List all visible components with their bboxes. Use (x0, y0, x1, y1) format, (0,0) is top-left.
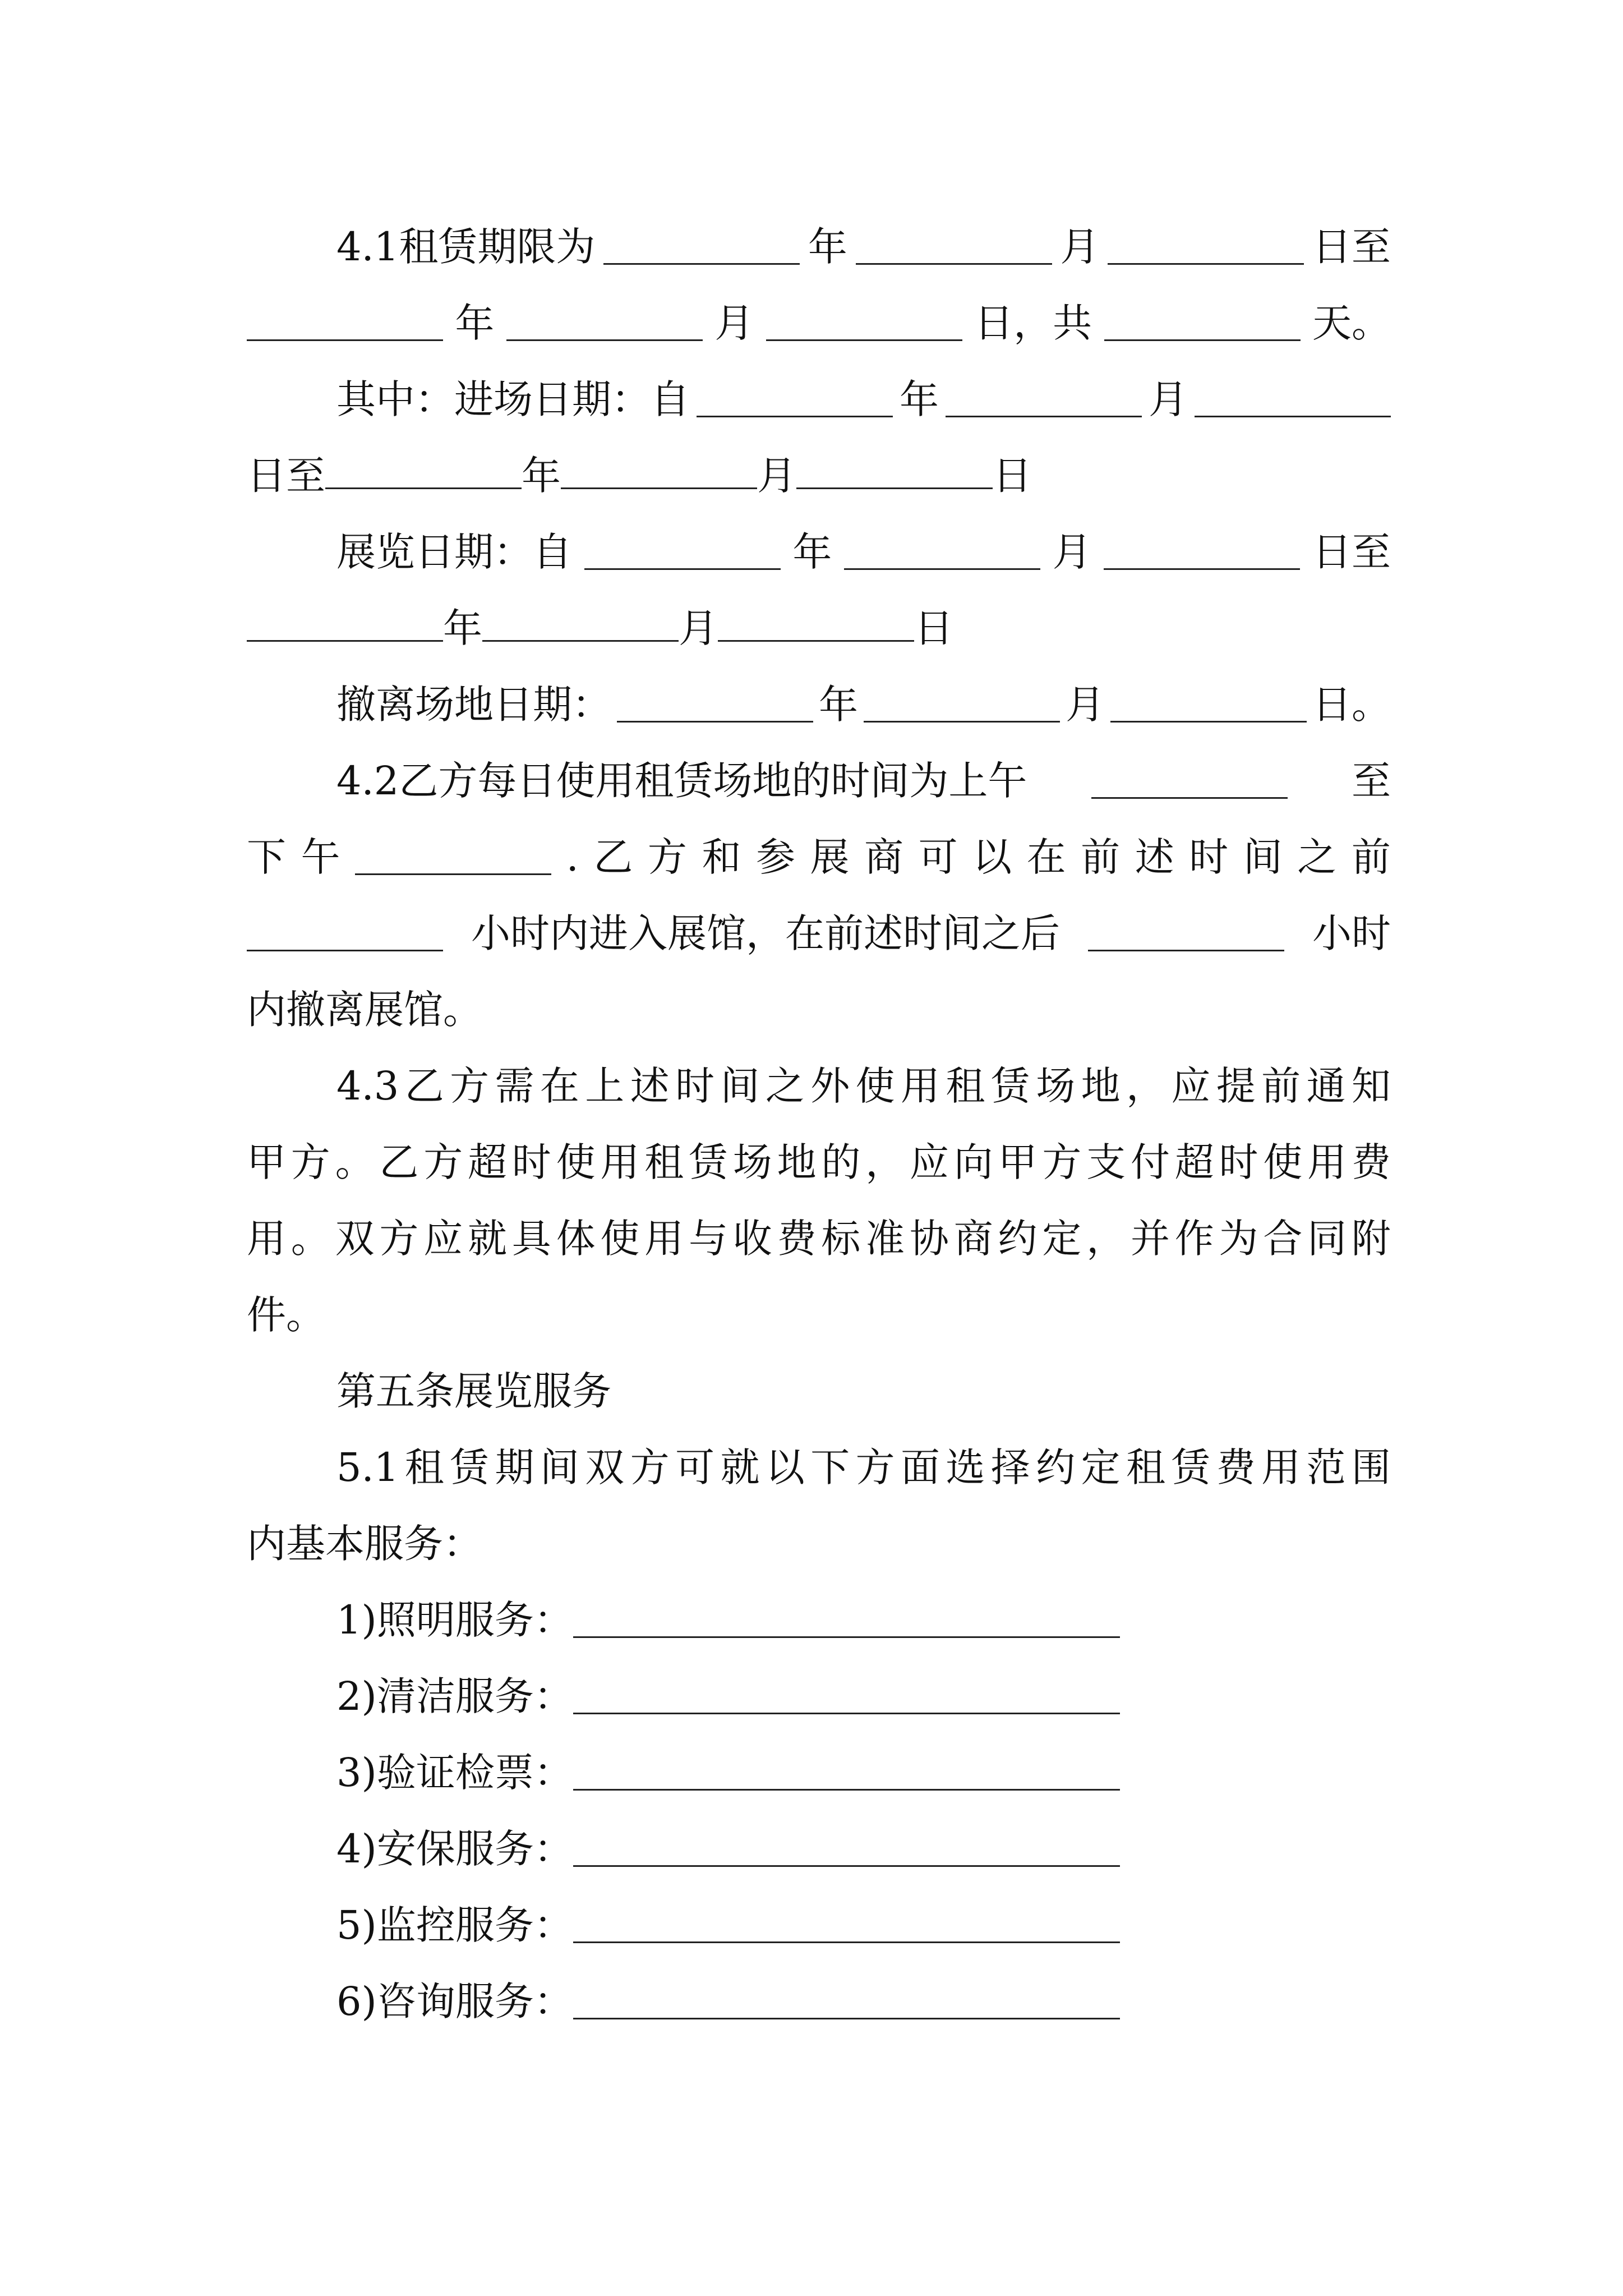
blank-field[interactable] (247, 916, 443, 951)
blank-field[interactable] (617, 687, 813, 723)
service-item-ticket-check (336, 1734, 1391, 1811)
char: 定 (1081, 1444, 1121, 1490)
char: 可 (918, 834, 958, 880)
service-label: 5)监控服务： (336, 1902, 573, 1948)
char: 应 (423, 1216, 463, 1262)
blank-field[interactable] (247, 306, 443, 341)
service-item-cleaning (336, 1658, 1391, 1734)
to-label: 至 (1351, 758, 1391, 804)
year-label: 年 (819, 682, 858, 728)
char: 围 (1351, 1444, 1391, 1490)
char: 向 (953, 1139, 993, 1185)
blank-field[interactable] (584, 535, 781, 570)
char: 合 (1263, 1216, 1303, 1262)
char: 的 (821, 1139, 861, 1185)
char: 同 (1307, 1216, 1347, 1262)
char: 超 (467, 1139, 507, 1185)
day-to-label: 日至 (1312, 224, 1391, 270)
char: 时 (1219, 1139, 1258, 1185)
year-label: 年 (455, 300, 495, 346)
char: 赁 (688, 1139, 728, 1185)
clause-4-1-line-2 (247, 285, 1391, 361)
blank-field[interactable] (697, 382, 893, 417)
char: 应 (909, 1139, 949, 1185)
char: 赁 (990, 1063, 1030, 1109)
char: 租 (1126, 1444, 1165, 1490)
clause-4-2-line-4 (247, 972, 1391, 1048)
service-blank-field[interactable] (573, 1755, 1120, 1791)
char: 用 (644, 1216, 684, 1262)
blank-field[interactable] (946, 382, 1142, 417)
char: 商 (953, 1216, 993, 1262)
char: 间 (540, 1444, 579, 1490)
char: 租 (404, 1444, 444, 1490)
char: 方 (379, 1216, 419, 1262)
day-label: 日 (914, 605, 953, 651)
clause-4-3-line-3 (247, 1200, 1391, 1277)
char: 下 (810, 1444, 850, 1490)
service-label: 1)照明服务： (336, 1597, 573, 1643)
clause-5-1-line-1 (336, 1429, 1391, 1506)
entry-date-line-2 (247, 438, 1391, 514)
char: 赁 (1171, 1444, 1211, 1490)
service-blank-field[interactable] (573, 1984, 1120, 2019)
char: 用 (247, 1216, 286, 1262)
char: 乙 (404, 1063, 444, 1109)
clause-4-1-line-1 (336, 209, 1391, 285)
char: 双 (335, 1216, 375, 1262)
clause-4-3-line-4 (247, 1277, 1391, 1353)
char: 参 (755, 834, 795, 880)
char: 午 (301, 834, 340, 880)
char: 期 (495, 1444, 534, 1490)
char: 和 (702, 834, 741, 880)
day-label: 日 (993, 453, 1032, 499)
char: 收 (732, 1216, 772, 1262)
blank-field[interactable] (1088, 916, 1284, 951)
char: 提 (1216, 1063, 1256, 1109)
blank-field[interactable] (796, 454, 993, 489)
blank-field[interactable] (856, 229, 1052, 265)
service-item-security (336, 1811, 1391, 1887)
char: 与 (688, 1216, 728, 1262)
leave-text: 内撤离展馆。 (247, 987, 482, 1033)
withdraw-date-label: 撤离场地日期： (336, 682, 611, 728)
char: 5.1 (336, 1444, 399, 1490)
char: 为 (1219, 1216, 1258, 1262)
char: 前 (1081, 834, 1121, 880)
day-end-label: 日。 (1312, 682, 1391, 728)
char: 乙 (379, 1139, 419, 1185)
char: 可 (675, 1444, 715, 1490)
day-to-label: 日至 (247, 453, 325, 499)
char: 方 (423, 1139, 463, 1185)
char: 间 (720, 1063, 760, 1109)
service-label: 6)咨询服务： (336, 1978, 573, 2024)
char: 应 (1171, 1063, 1211, 1109)
clause-4-1-label: 4.1租赁期限为 (336, 224, 596, 270)
char: 费 (1216, 1444, 1256, 1490)
char: 准 (865, 1216, 905, 1262)
char: 以 (765, 1444, 805, 1490)
char: 超 (1174, 1139, 1214, 1185)
clause-4-2-line-2 (247, 819, 1391, 895)
char: 时 (511, 1139, 551, 1185)
blank-field[interactable] (355, 840, 551, 875)
day-total-label: 日，共 (974, 300, 1092, 346)
blank-field[interactable] (247, 606, 443, 642)
hour-label: 小时 (1312, 910, 1391, 956)
clause-4-2-line-1 (336, 743, 1391, 819)
char: 时 (1189, 834, 1229, 880)
month-label: 月 (1060, 224, 1100, 270)
month-label: 月 (1066, 682, 1105, 728)
service-label: 3)验证检票： (336, 1750, 573, 1796)
char: 方 (630, 1444, 670, 1490)
text: 内基本服务： (247, 1521, 482, 1567)
char: 使 (1263, 1139, 1303, 1185)
char: 约 (998, 1216, 1038, 1262)
char: 方 (1042, 1139, 1082, 1185)
withdraw-date-line (336, 666, 1391, 743)
char: 作 (1174, 1216, 1214, 1262)
blank-field[interactable] (1104, 306, 1301, 341)
char: 在 (540, 1063, 579, 1109)
month-label: 月 (1149, 376, 1188, 422)
char: 范 (1306, 1444, 1346, 1490)
char: 租 (946, 1063, 985, 1109)
char: ， (1086, 1216, 1126, 1262)
service-label: 2)清洁服务： (336, 1673, 573, 1719)
char: 体 (556, 1216, 596, 1262)
day-to-label: 日至 (1312, 529, 1391, 575)
char: 费 (777, 1216, 817, 1262)
month-label: 月 (757, 453, 796, 499)
char: 赁 (450, 1444, 490, 1490)
char: 乙 (593, 834, 633, 880)
year-label: 年 (792, 529, 832, 575)
text: 件。 (247, 1292, 325, 1338)
entry-date-line-1 (336, 361, 1391, 438)
char: 商 (864, 834, 904, 880)
char: 场 (732, 1139, 772, 1185)
hour-entry-text: 小时内进入展馆，在前述时间之后 (471, 910, 1060, 956)
blank-field[interactable] (1091, 763, 1288, 799)
blank-field[interactable] (506, 306, 703, 341)
char: 使 (855, 1063, 895, 1109)
article-heading: 第五条展览服务 (336, 1368, 611, 1414)
blank-field[interactable] (603, 229, 800, 265)
exhibit-date-line-2 (247, 590, 1391, 666)
char: 前 (1351, 834, 1391, 880)
blank-field[interactable] (482, 606, 679, 642)
blank-field[interactable] (325, 454, 522, 489)
char: 标 (821, 1216, 861, 1262)
char: 并 (1130, 1216, 1170, 1262)
char: 就 (720, 1444, 760, 1490)
char: 地 (1081, 1063, 1121, 1109)
char: 下 (247, 834, 286, 880)
char: 之 (1297, 834, 1337, 880)
char: 。 (335, 1139, 375, 1185)
char: 用 (600, 1139, 640, 1185)
char: ， (1126, 1063, 1165, 1109)
char: 甲 (998, 1139, 1038, 1185)
article-5-heading (336, 1353, 1391, 1429)
char: 方 (291, 1139, 330, 1185)
exhibit-date-label: 展览日期：自 (336, 529, 572, 575)
service-blank-field[interactable] (573, 1679, 1120, 1714)
exhibit-date-line-1 (336, 514, 1391, 590)
char: 前 (1261, 1063, 1301, 1109)
char: 费 (1351, 1139, 1391, 1185)
char: 方 (647, 834, 687, 880)
char: 通 (1306, 1063, 1346, 1109)
char: ， (865, 1139, 905, 1185)
char: 需 (495, 1063, 534, 1109)
clause-4-2-line-3 (247, 895, 1391, 972)
char: 支 (1086, 1139, 1126, 1185)
char: 方 (450, 1063, 490, 1109)
char: 使 (556, 1139, 596, 1185)
char: 间 (1243, 834, 1283, 880)
blank-field[interactable] (844, 535, 1040, 570)
clause-4-2-label: 4.2乙方每日使用租赁场地的时间为上午 (336, 758, 1027, 804)
service-item-consulting (336, 1963, 1391, 2040)
year-label: 年 (808, 224, 847, 270)
char: 约 (1036, 1444, 1076, 1490)
char: . (566, 834, 579, 880)
service-label: 4)安保服务： (336, 1826, 573, 1872)
month-label: 月 (714, 300, 754, 346)
char: 定 (1042, 1216, 1082, 1262)
days-label: 天。 (1312, 300, 1391, 346)
service-blank-field[interactable] (573, 1832, 1120, 1867)
char: 就 (467, 1216, 507, 1262)
char: 时 (675, 1063, 715, 1109)
char: 双 (585, 1444, 625, 1490)
char: 在 (1026, 834, 1066, 880)
service-blank-field[interactable] (573, 1908, 1120, 1943)
blank-field[interactable] (718, 606, 914, 642)
char: 面 (901, 1444, 940, 1490)
char: 上 (585, 1063, 625, 1109)
char: 选 (946, 1444, 985, 1490)
blank-field[interactable] (561, 454, 757, 489)
year-label: 年 (443, 605, 482, 651)
blank-field[interactable] (1108, 229, 1304, 265)
char: 。 (291, 1216, 330, 1262)
blank-field[interactable] (864, 687, 1060, 723)
clause-4-3-line-2 (247, 1124, 1391, 1200)
char: 之 (765, 1063, 805, 1109)
clause-5-1-line-2 (247, 1506, 1391, 1582)
month-label: 月 (1052, 529, 1092, 575)
service-blank-field[interactable] (573, 1603, 1120, 1638)
month-label: 月 (679, 605, 718, 651)
char: 用 (901, 1063, 940, 1109)
char: 用 (1261, 1444, 1301, 1490)
service-item-monitoring (336, 1887, 1391, 1963)
blank-field[interactable] (1110, 687, 1307, 723)
char: 租 (644, 1139, 684, 1185)
char: 场 (1036, 1063, 1076, 1109)
char: 付 (1130, 1139, 1170, 1185)
blank-field[interactable] (1104, 535, 1300, 570)
entry-date-label: 其中：进场日期：自 (336, 376, 690, 422)
char: 用 (1307, 1139, 1347, 1185)
char: 甲 (247, 1139, 286, 1185)
char: 述 (1135, 834, 1174, 880)
char: 协 (909, 1216, 949, 1262)
char: 述 (630, 1063, 670, 1109)
clause-4-3-line-1 (336, 1048, 1391, 1124)
char: 以 (972, 834, 1012, 880)
char: 展 (810, 834, 850, 880)
char: 附 (1351, 1216, 1391, 1262)
service-item-lighting (336, 1582, 1391, 1658)
char: 方 (855, 1444, 895, 1490)
char: 外 (810, 1063, 850, 1109)
blank-field[interactable] (1195, 382, 1391, 417)
char: 4.3 (336, 1063, 399, 1109)
char: 使 (600, 1216, 640, 1262)
char: 知 (1351, 1063, 1391, 1109)
blank-field[interactable] (766, 306, 962, 341)
char: 择 (990, 1444, 1030, 1490)
char: 具 (511, 1216, 551, 1262)
char: 地 (777, 1139, 817, 1185)
year-label: 年 (900, 376, 939, 422)
year-label: 年 (522, 453, 561, 499)
